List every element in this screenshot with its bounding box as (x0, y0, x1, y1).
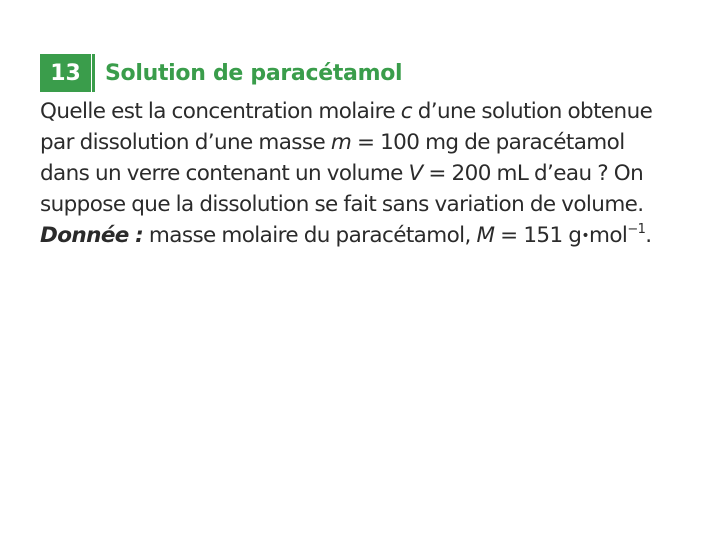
text-segment: . (645, 223, 652, 248)
exercise-statement (40, 96, 690, 252)
text-segment: d’une solution obtenue (411, 99, 653, 124)
statement-line (40, 189, 690, 220)
statement-line (40, 127, 690, 158)
unit-exponent: −1 (627, 222, 646, 237)
exercise-title: Solution de paracétamol (105, 60, 403, 86)
text-segment: par dissolution d’une masse (40, 130, 331, 155)
given-data-line (40, 220, 690, 252)
multiply-dot: • (581, 228, 590, 244)
variable: M (476, 223, 495, 248)
exercise-number: 13 (50, 60, 81, 86)
variable: V (408, 161, 423, 186)
variable: c (400, 99, 412, 124)
exercise-number-badge (40, 54, 91, 92)
exercise-header (40, 54, 690, 92)
given-value: = 151 g (494, 223, 582, 248)
variable: m (330, 130, 352, 155)
exercise (40, 54, 690, 252)
given-label: Donnée : (40, 223, 144, 248)
text-segment: = 200 mL d’eau ? On (422, 161, 644, 186)
text-segment: Quelle est la concentration molaire (40, 99, 401, 124)
text-segment: masse molaire du paracétamol, (143, 223, 477, 248)
given-unit: mol (589, 223, 628, 248)
text-segment: suppose que la dissolution se fait sans variation de volume. (40, 192, 644, 217)
text-segment: dans un verre contenant un volume (40, 161, 409, 186)
text-segment: = 100 mg de paracétamol (351, 130, 625, 155)
statement-line (40, 96, 690, 127)
statement-line (40, 158, 690, 189)
